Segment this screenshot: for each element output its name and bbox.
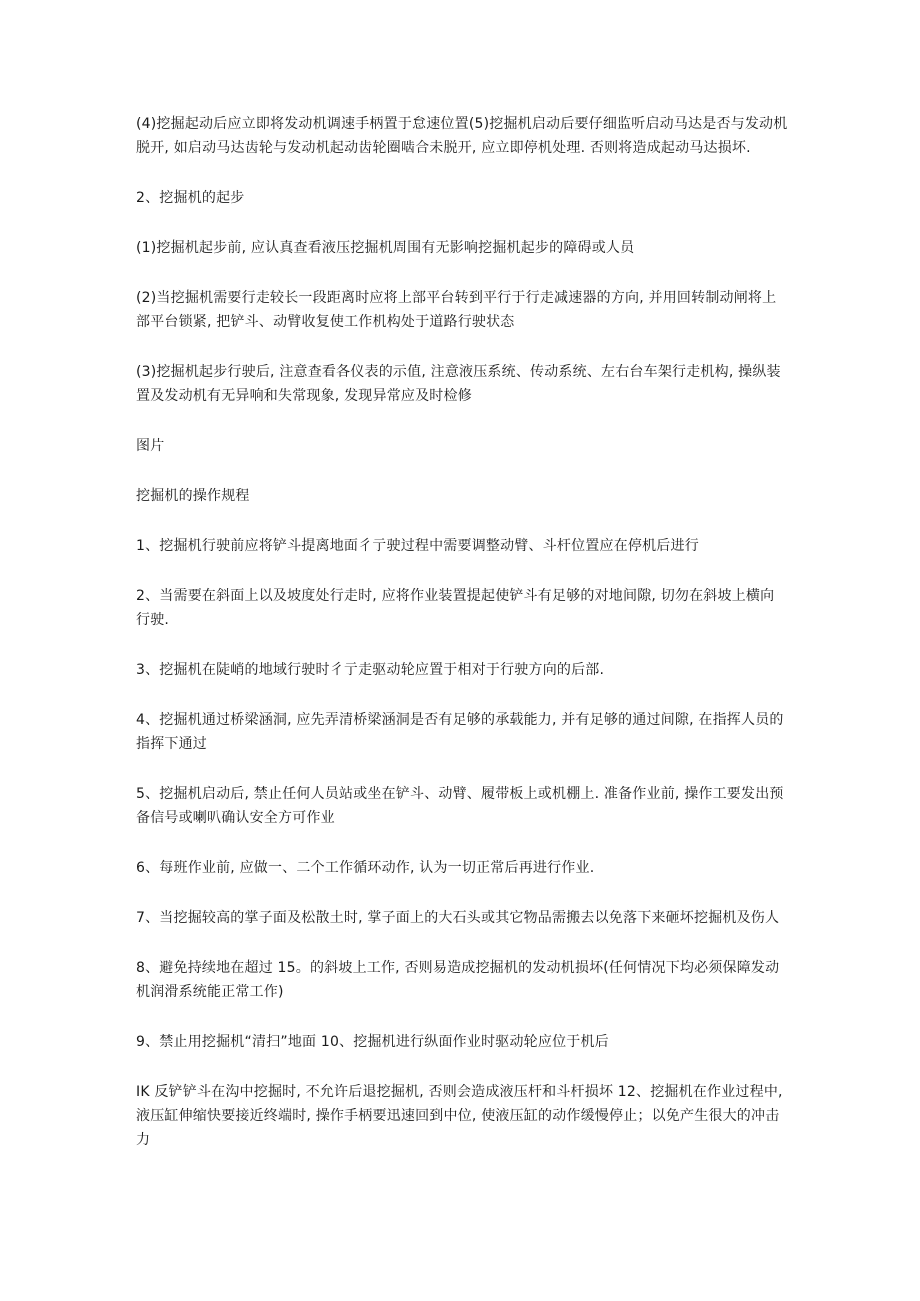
paragraph-start-1: (1)挖掘机起步前, 应认真查看液压挖掘机周围有无影响挖掘机起步的障碍或人员 xyxy=(136,240,635,256)
paragraph-startup-notes: (4)挖掘起动后应立即将发动机调速手柄置于怠速位置(5)挖掘机启动后要仔细监听启动马达是否与发动机脱开, 如启动马达齿轮与发动机起动齿轮圈啮合未脱开, 应立即停机处理. 否则将造成起动马达损坏. xyxy=(136,116,788,156)
rule-item-4: 4、挖掘机通过桥梁涵洞, 应先弄清桥梁涵洞是否有足够的承载能力, 并有足够的通过间隙, 在指挥人员的指挥下通过 xyxy=(136,712,784,752)
section-heading-starting: 2、挖掘机的起步 xyxy=(136,190,245,206)
paragraph-start-2: (2)当挖掘机需要行走较长一段距离时应将上部平台转到平行于行走减速器的方向, 并用回转制动闸将上部平台锁紧, 把铲斗、动臂收复使工作机构处于道路行驶状态 xyxy=(136,290,777,330)
rule-item-11-12: IK 反铲铲斗在沟中挖掘时, 不允许后退挖掘机, 否则会造成液压杆和斗杆损坏 12、挖掘机在作业过程中, 液压缸伸缩快要接近终端时, 操作手柄要迅速回到中位, 使液压缸的动作缓慢停止；以免产生很大的冲击力 xyxy=(136,1084,783,1148)
image-placeholder-label: 图片 xyxy=(136,438,165,454)
rule-item-3: 3、挖掘机在陡峭的地域行驶时彳亍走驱动轮应置于相对于行驶方向的后部. xyxy=(136,662,605,678)
rule-item-1: 1、挖掘机行驶前应将铲斗提离地面彳亍驶过程中需要调整动臂、斗杆位置应在停机后进行 xyxy=(136,538,699,554)
rule-item-6: 6、每班作业前, 应做一、二个工作循环动作, 认为一切正常后再进行作业. xyxy=(136,860,595,876)
section-heading-operating-rules: 挖掘机的操作规程 xyxy=(136,488,250,504)
rule-item-7: 7、当挖掘较高的掌子面及松散土时, 掌子面上的大石头或其它物品需搬去以免落下来砸坏挖掘机及伤人 xyxy=(136,910,780,926)
rule-item-2: 2、当需要在斜面上以及坡度处行走时, 应将作业装置提起使铲斗有足够的对地间隙, 切勿在斜坡上横向行驶. xyxy=(136,588,775,628)
rule-item-8: 8、避免持续地在超过 15。的斜坡上工作, 否则易造成挖掘机的发动机损坏(任何情况下均必须保障发动机润滑系统能正常工作) xyxy=(136,960,780,1000)
paragraph-start-3: (3)挖掘机起步行驶后, 注意查看各仪表的示值, 注意液压系统、传动系统、左右台车架行走机构, 操纵装置及发动机有无异响和失常现象, 发现异常应及时检修 xyxy=(136,364,781,404)
document-body xyxy=(136,112,788,1178)
rule-item-9-10: 9、禁止用挖掘机“清扫”地面 10、挖掘机进行纵面作业时驱动轮应位于机后 xyxy=(136,1034,609,1050)
rule-item-5: 5、挖掘机启动后, 禁止任何人员站或坐在铲斗、动臂、履带板上或机棚上. 准备作业前, 操作工要发出预备信号或喇叭确认安全方可作业 xyxy=(136,786,784,826)
